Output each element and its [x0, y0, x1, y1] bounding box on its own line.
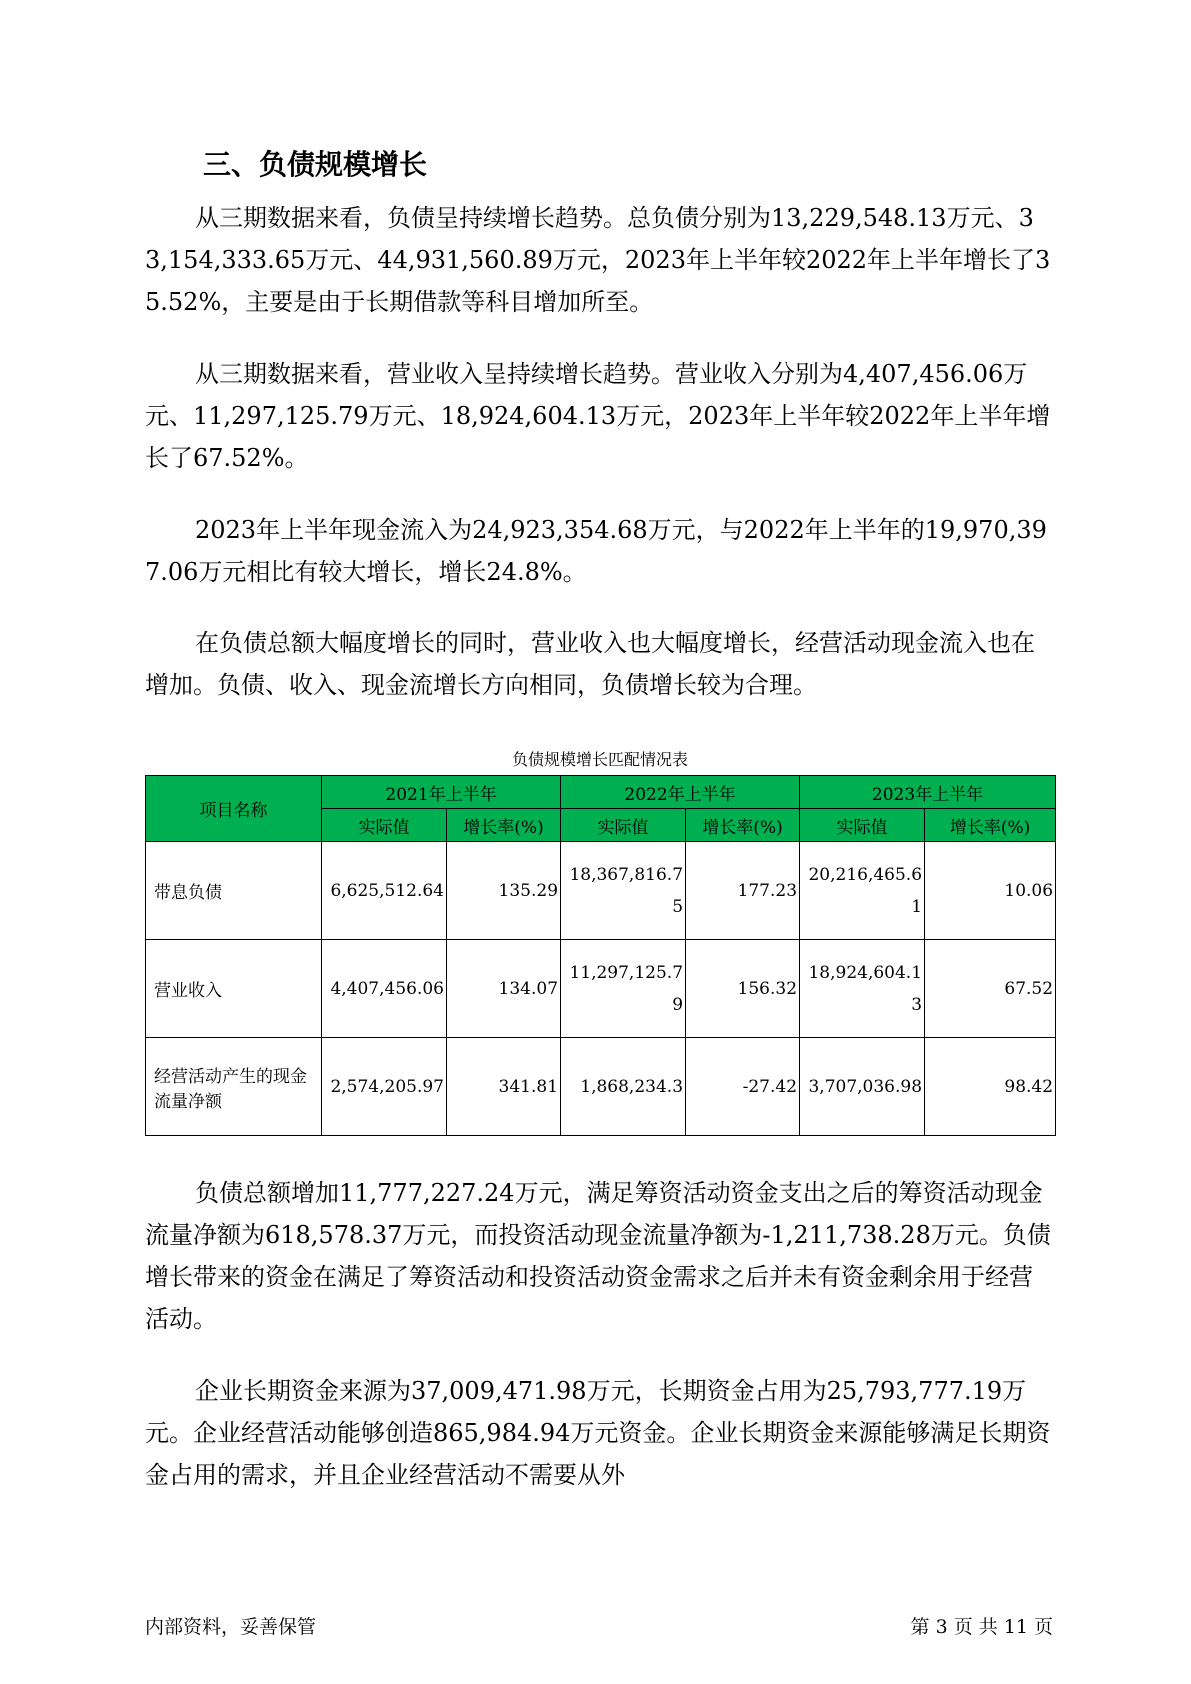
actual-value-cell: 11,297,125.79 — [561, 940, 686, 1038]
growth-rate-cell: 156.32 — [686, 940, 800, 1038]
growth-rate-cell: 134.07 — [447, 940, 561, 1038]
header-growth-2022: 增长率(%) — [686, 809, 800, 842]
table-row — [146, 940, 1056, 1038]
table-row — [146, 842, 1056, 940]
footer-confidential-note: 内部资料，妥善保管 — [145, 1616, 317, 1638]
header-actual-2022: 实际值 — [561, 809, 686, 842]
row-name: 带息负债 — [146, 842, 322, 940]
paragraph-long-term-funds: 企业长期资金来源为37,009,471.98万元，长期资金占用为25,793,777.19万元。企业经营活动能够创造865,984.94万元资金。企业长期资金来源能够满足长期资金占用的需求，并且企业经营活动不需要从外 — [145, 1377, 1051, 1489]
growth-rate-cell: 98.42 — [925, 1038, 1056, 1136]
actual-value-cell: 3,707,036.98 — [800, 1038, 925, 1136]
section-heading: 三、负债规模增长 — [203, 148, 428, 181]
paragraph-revenue-growth: 从三期数据来看，营业收入呈持续增长趋势。营业收入分别为4,407,456.06万元、11,297,125.79万元、18,924,604.13万元，2023年上半年较2022年上半年增长了67.52%。 — [145, 360, 1051, 472]
paragraph-liability-growth: 从三期数据来看，负债呈持续增长趋势。总负债分别为13,229,548.13万元、33,154,333.65万元、44,931,560.89万元，2023年上半年较2022年上半年增长了35.52%，主要是由于长期借款等科目增加所至。 — [145, 204, 1051, 316]
header-growth-2021: 增长率(%) — [447, 809, 561, 842]
header-period-2021: 2021年上半年 — [322, 776, 561, 809]
header-period-2023: 2023年上半年 — [800, 776, 1056, 809]
growth-rate-cell: 177.23 — [686, 842, 800, 940]
table-caption: 负债规模增长匹配情况表 — [511, 750, 688, 769]
actual-value-cell: 18,367,816.75 — [561, 842, 686, 940]
actual-value-cell: 2,574,205.97 — [322, 1038, 447, 1136]
paragraph-fund-flow: 负债总额增加11,777,227.24万元，满足筹资活动资金支出之后的筹资活动现金流量净额为618,578.37万元，而投资活动现金流量净额为-1,211,738.28万元。负债增长带来的资金在满足了筹资活动和投资活动资金需求之后并未有资金剩余用于经营活动。 — [145, 1179, 1051, 1333]
header-actual-2021: 实际值 — [322, 809, 447, 842]
actual-value-cell: 6,625,512.64 — [322, 842, 447, 940]
growth-rate-cell: -27.42 — [686, 1038, 800, 1136]
row-name: 经营活动产生的现金流量净额 — [146, 1038, 322, 1136]
header-growth-2023: 增长率(%) — [925, 809, 1056, 842]
paragraph-cash-inflow: 2023年上半年现金流入为24,923,354.68万元，与2022年上半年的19,970,397.06万元相比有较大增长，增长24.8%。 — [145, 516, 1047, 586]
growth-rate-cell: 10.06 — [925, 842, 1056, 940]
actual-value-cell: 4,407,456.06 — [322, 940, 447, 1038]
growth-rate-cell: 67.52 — [925, 940, 1056, 1038]
table-row — [146, 1038, 1056, 1136]
growth-match-table — [145, 775, 1056, 1136]
growth-rate-cell: 135.29 — [447, 842, 561, 940]
actual-value-cell: 20,216,465.61 — [800, 842, 925, 940]
header-period-2022: 2022年上半年 — [561, 776, 800, 809]
growth-rate-cell: 341.81 — [447, 1038, 561, 1136]
paragraph-conclusion: 在负债总额大幅度增长的同时，营业收入也大幅度增长，经营活动现金流入也在增加。负债、收入、现金流增长方向相同，负债增长较为合理。 — [145, 629, 1035, 699]
actual-value-cell: 1,868,234.3 — [561, 1038, 686, 1136]
actual-value-cell: 18,924,604.13 — [800, 940, 925, 1038]
header-actual-2023: 实际值 — [800, 809, 925, 842]
row-name: 营业收入 — [146, 940, 322, 1038]
footer-page-number: 第 3 页 共 11 页 — [910, 1616, 1053, 1638]
header-item-name: 项目名称 — [146, 776, 322, 842]
